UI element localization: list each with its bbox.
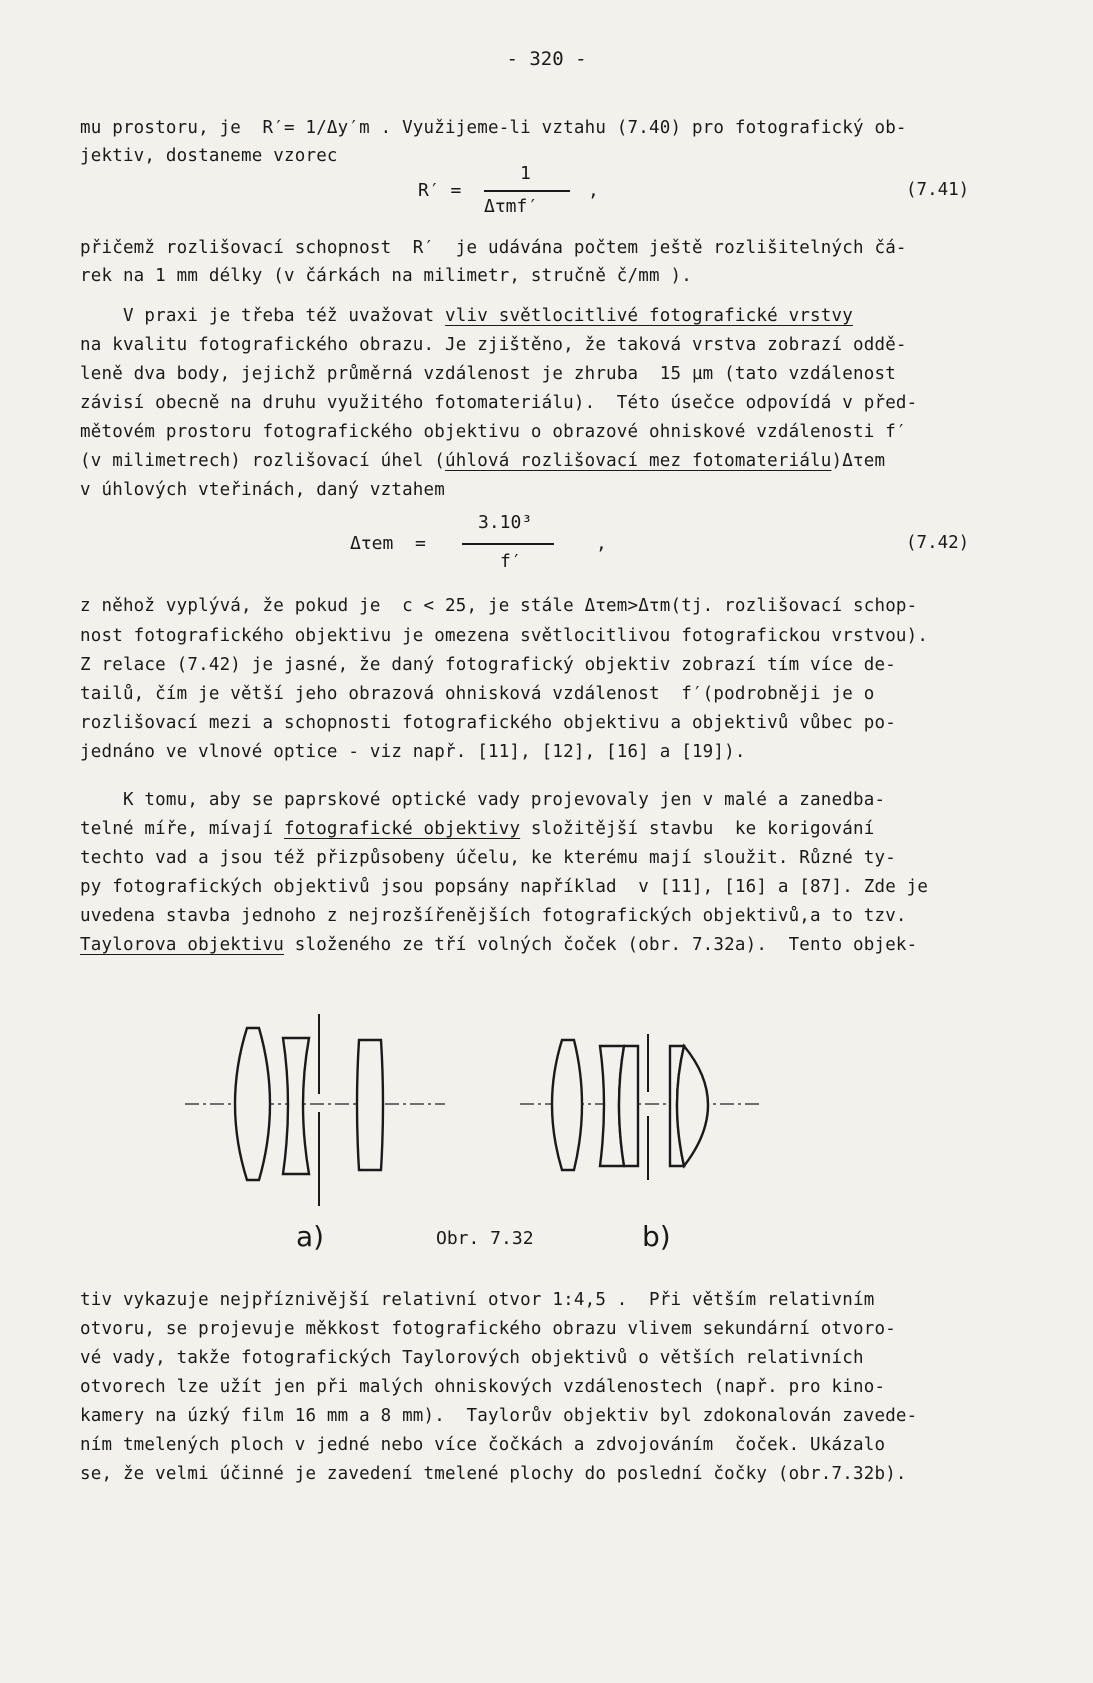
equation-denominator: Δτmf′ bbox=[484, 196, 539, 217]
fraction-bar bbox=[484, 190, 570, 192]
text-line: Z relace (7.42) je jasné, že daný fotografický objektiv zobrazí tím více de- bbox=[80, 655, 896, 675]
text-line: přičemž rozlišovací schopnost R′ je udávána počtem ještě rozlišitelných čá- bbox=[80, 238, 907, 258]
text-span: V praxi je třeba též uvažovat bbox=[80, 306, 446, 326]
text-line: tiv vykazuje nejpříznivější relativní otvor 1:4,5 . Při větším relativním bbox=[80, 1290, 875, 1310]
text-span: složitější stavbu ke korigování bbox=[520, 819, 875, 839]
underlined-term: fotografické objektivy bbox=[283, 819, 521, 839]
text-line: techto vad a jsou též přizpůsobeny účelu, ke kterému mají sloužit. Různé ty- bbox=[80, 848, 896, 868]
lens-element bbox=[283, 1038, 309, 1174]
equation-number: (7.41) bbox=[906, 180, 970, 200]
text-line: kamery na úzký film 16 mm a 8 mm). Taylorův objektiv byl zdokonalován zavede- bbox=[80, 1406, 918, 1426]
text-line: mu prostoru, je R′= 1/Δy′m . Využijeme-li vztahu (7.40) pro fotografický ob- bbox=[80, 118, 907, 138]
text-line: nost fotografického objektivu je omezena světlocitlivou fotografickou vrstvou). bbox=[80, 626, 929, 646]
text-line: rek na 1 mm délky (v čárkách na milimetr, stručně č/mm ). bbox=[80, 266, 692, 286]
text-line: jektiv, dostaneme vzorec bbox=[80, 146, 338, 166]
text-line bbox=[80, 819, 874, 839]
figure-label-a: a) bbox=[296, 1220, 325, 1253]
text-span: telné míře, mívají bbox=[80, 819, 284, 839]
text-line: závisí obecně na druhu využitého fotomateriálu). Této úsečce odpovídá v před- bbox=[80, 393, 918, 413]
equation-denominator: f′ bbox=[500, 551, 522, 572]
text-span: složeného ze tří volných čoček (obr. 7.32a). Tento objek- bbox=[283, 935, 918, 955]
lens-diagram-a bbox=[185, 1010, 445, 1210]
lens-element bbox=[235, 1028, 270, 1180]
figure-caption: Obr. 7.32 bbox=[436, 1228, 534, 1249]
equation-numerator: 3.10³ bbox=[478, 512, 533, 533]
text-line: se, že velmi účinné je zavedení tmelené plochy do poslední čočky (obr.7.32b). bbox=[80, 1464, 907, 1484]
text-line bbox=[80, 451, 885, 471]
text-line: mětovém prostoru fotografického objektivu o obrazové ohniskové vzdálenosti f′ bbox=[80, 422, 907, 442]
text-line bbox=[80, 306, 853, 326]
lens-diagram-b bbox=[520, 1020, 760, 1200]
equation-number: (7.42) bbox=[906, 533, 970, 553]
equation-lhs: Δτem = bbox=[350, 533, 426, 554]
lens-element bbox=[357, 1040, 383, 1170]
text-line: z něhož vyplývá, že pokud je c < 25, je stále Δτem>Δτm(tj. rozlišovací schop- bbox=[80, 596, 918, 616]
text-line: na kvalitu fotografického obrazu. Je zjištěno, že taková vrstva zobrazí oddě- bbox=[80, 335, 907, 355]
equation-comma: , bbox=[596, 533, 607, 554]
underlined-term: vliv světlocitlivé fotografické vrstvy bbox=[445, 306, 853, 326]
text-line: tailů, čím je větší jeho obrazová ohnisková vzdálenost f′(podrobněji je o bbox=[80, 684, 875, 704]
underlined-term: Taylorova objektivu bbox=[80, 935, 284, 955]
text-line: uvedena stavba jednoho z nejrozšířenějších fotografických objektivů,a to tzv. bbox=[80, 906, 907, 926]
text-line: v úhlových vteřinách, daný vztahem bbox=[80, 480, 446, 500]
text-line: leně dva body, jejichž průměrná vzdálenost je zhruba 15 µm (tato vzdálenost bbox=[80, 364, 896, 384]
page-number: - 320 - bbox=[506, 48, 587, 70]
fraction-bar bbox=[462, 543, 554, 545]
underlined-term: úhlová rozlišovací mez fotomateriálu bbox=[445, 451, 832, 471]
text-span: )Δτem bbox=[831, 451, 886, 471]
text-line: ním tmelených ploch v jedné nebo více čočkách a zdvojováním čoček. Ukázalo bbox=[80, 1435, 886, 1455]
text-line: vé vady, takže fotografických Taylorových objektivů o větších relativních bbox=[80, 1348, 864, 1368]
text-line: otvorech lze užít jen při malých ohniskových vzdálenostech (např. pro kino- bbox=[80, 1377, 886, 1397]
equation-lhs: R′ = bbox=[418, 180, 462, 201]
text-line: py fotografických objektivů jsou popsány například v [11], [16] a [87]. Zde je bbox=[80, 877, 929, 897]
text-line: K tomu, aby se paprskové optické vady projevovaly jen v malé a zanedba- bbox=[80, 790, 886, 810]
text-line: jednáno ve vlnové optice - viz např. [11], [12], [16] a [19]). bbox=[80, 742, 746, 762]
text-span: (v milimetrech) rozlišovací úhel ( bbox=[80, 451, 446, 471]
equation-numerator: 1 bbox=[520, 163, 531, 184]
lens-element bbox=[552, 1040, 582, 1170]
text-line: otvoru, se projevuje měkkost fotografického obrazu vlivem sekundární otvoro- bbox=[80, 1319, 896, 1339]
equation-comma: , bbox=[588, 180, 599, 201]
lens-element bbox=[619, 1046, 638, 1166]
figure-label-b: b) bbox=[642, 1220, 671, 1253]
text-line bbox=[80, 935, 917, 955]
lens-element bbox=[677, 1046, 708, 1166]
text-line: rozlišovací mezi a schopnosti fotografického objektivu a objektivů vůbec po- bbox=[80, 713, 896, 733]
